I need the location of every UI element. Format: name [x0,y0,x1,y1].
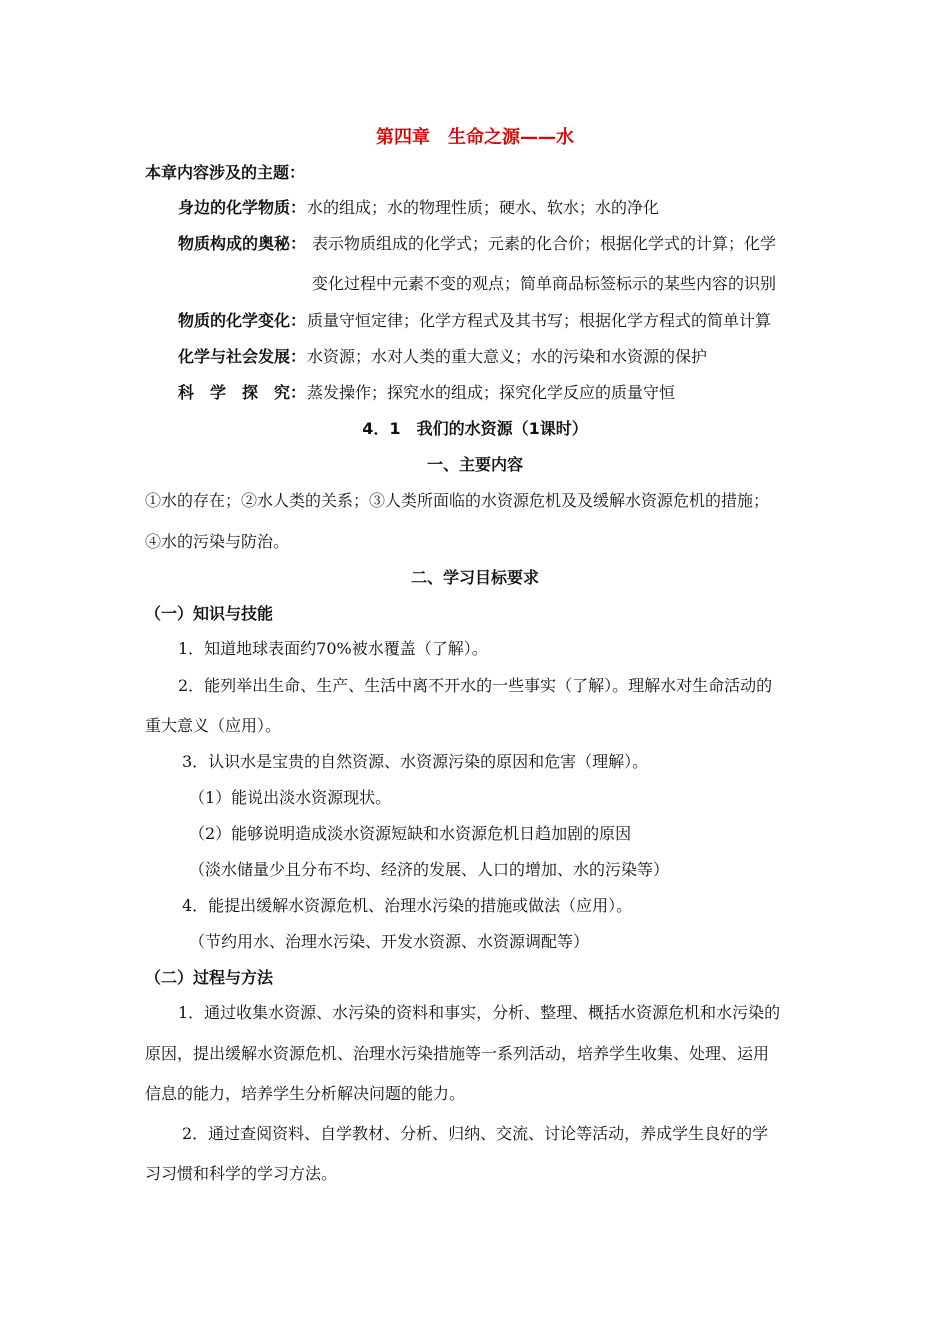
knowledge-heading: （一）知识与技能 [145,604,274,623]
knowledge-line: 3．认识水是宝贵的自然资源、水资源污染的原因和危害（理解）。 [182,752,649,771]
theme-text-continued: 变化过程中元素不变的观点；简单商品标签标示的某些内容的识别 [312,274,777,293]
theme-label: 物质构成的奥秘： [178,234,307,253]
knowledge-line: 2．能列举出生命、生产、生活中离不开水的一些事实（了解）。理解水对生命活动的 [178,676,773,695]
knowledge-line: （节约用水、治理水污染、开发水资源、水资源调配等） [189,932,590,951]
theme-label: 物质的化学变化： [178,311,307,330]
theme-text: 表示物质组成的化学式；元素的化合价；根据化学式的计算；化学 [312,234,777,253]
knowledge-line: （2）能够说明造成淡水资源短缺和水资源危机日趋加剧的原因 [189,824,632,843]
knowledge-line: （淡水储量少且分布不均、经济的发展、人口的增加、水的污染等） [189,860,670,879]
knowledge-line: （1）能说出淡水资源现状。 [189,788,392,807]
process-line: 2．通过查阅资料、自学教材、分析、归纳、交流、讨论等活动，养成学生良好的学 [182,1124,769,1143]
theme-text: 水资源；水对人类的重大意义；水的污染和水资源的保护 [307,347,708,366]
knowledge-line: 4．能提出缓解水资源危机、治理水污染的措施或做法（应用）。 [182,896,633,915]
main-content-line: ④水的污染与防治。 [145,532,290,551]
theme-label: 科 学 探 究： [178,383,307,402]
theme-label: 身边的化学物质： [178,198,307,217]
process-heading: （二）过程与方法 [145,968,274,987]
theme-text: 质量守恒定律；化学方程式及其书写；根据化学方程式的简单计算 [307,311,772,330]
theme-text: 水的组成；水的物理性质；硬水、软水；水的净化 [307,198,660,217]
chapter-title: 第四章 生命之源——水 [376,127,574,148]
process-line: 1．通过收集水资源、水污染的资料和事实，分析、整理、概括水资源危机和水污染的 [178,1003,781,1022]
themes-heading: 本章内容涉及的主题： [145,163,306,182]
main-content-line: ①水的存在；②水人类的关系；③人类所面临的水资源危机及及缓解水资源危机的措施； [145,491,770,510]
goals-heading: 二、学习目标要求 [410,568,539,587]
knowledge-line: 1．知道地球表面约70%被水覆盖（了解）。 [178,639,488,658]
process-line: 信息的能力，培养学生分析解决问题的能力。 [145,1084,466,1103]
process-line: 原因，提出缓解水资源危机、治理水污染措施等一系列活动，培养学生收集、处理、运用 [145,1044,770,1063]
process-line: 习习惯和科学的学习方法。 [145,1164,338,1183]
theme-text: 蒸发操作；探究水的组成；探究化学反应的质量守恒 [307,383,676,402]
theme-label: 化学与社会发展： [178,347,307,366]
main-content-heading: 一、主要内容 [426,455,523,474]
knowledge-line: 重大意义（应用）。 [145,716,282,735]
section-title: 4．1 我们的水资源（1课时） [362,419,588,438]
